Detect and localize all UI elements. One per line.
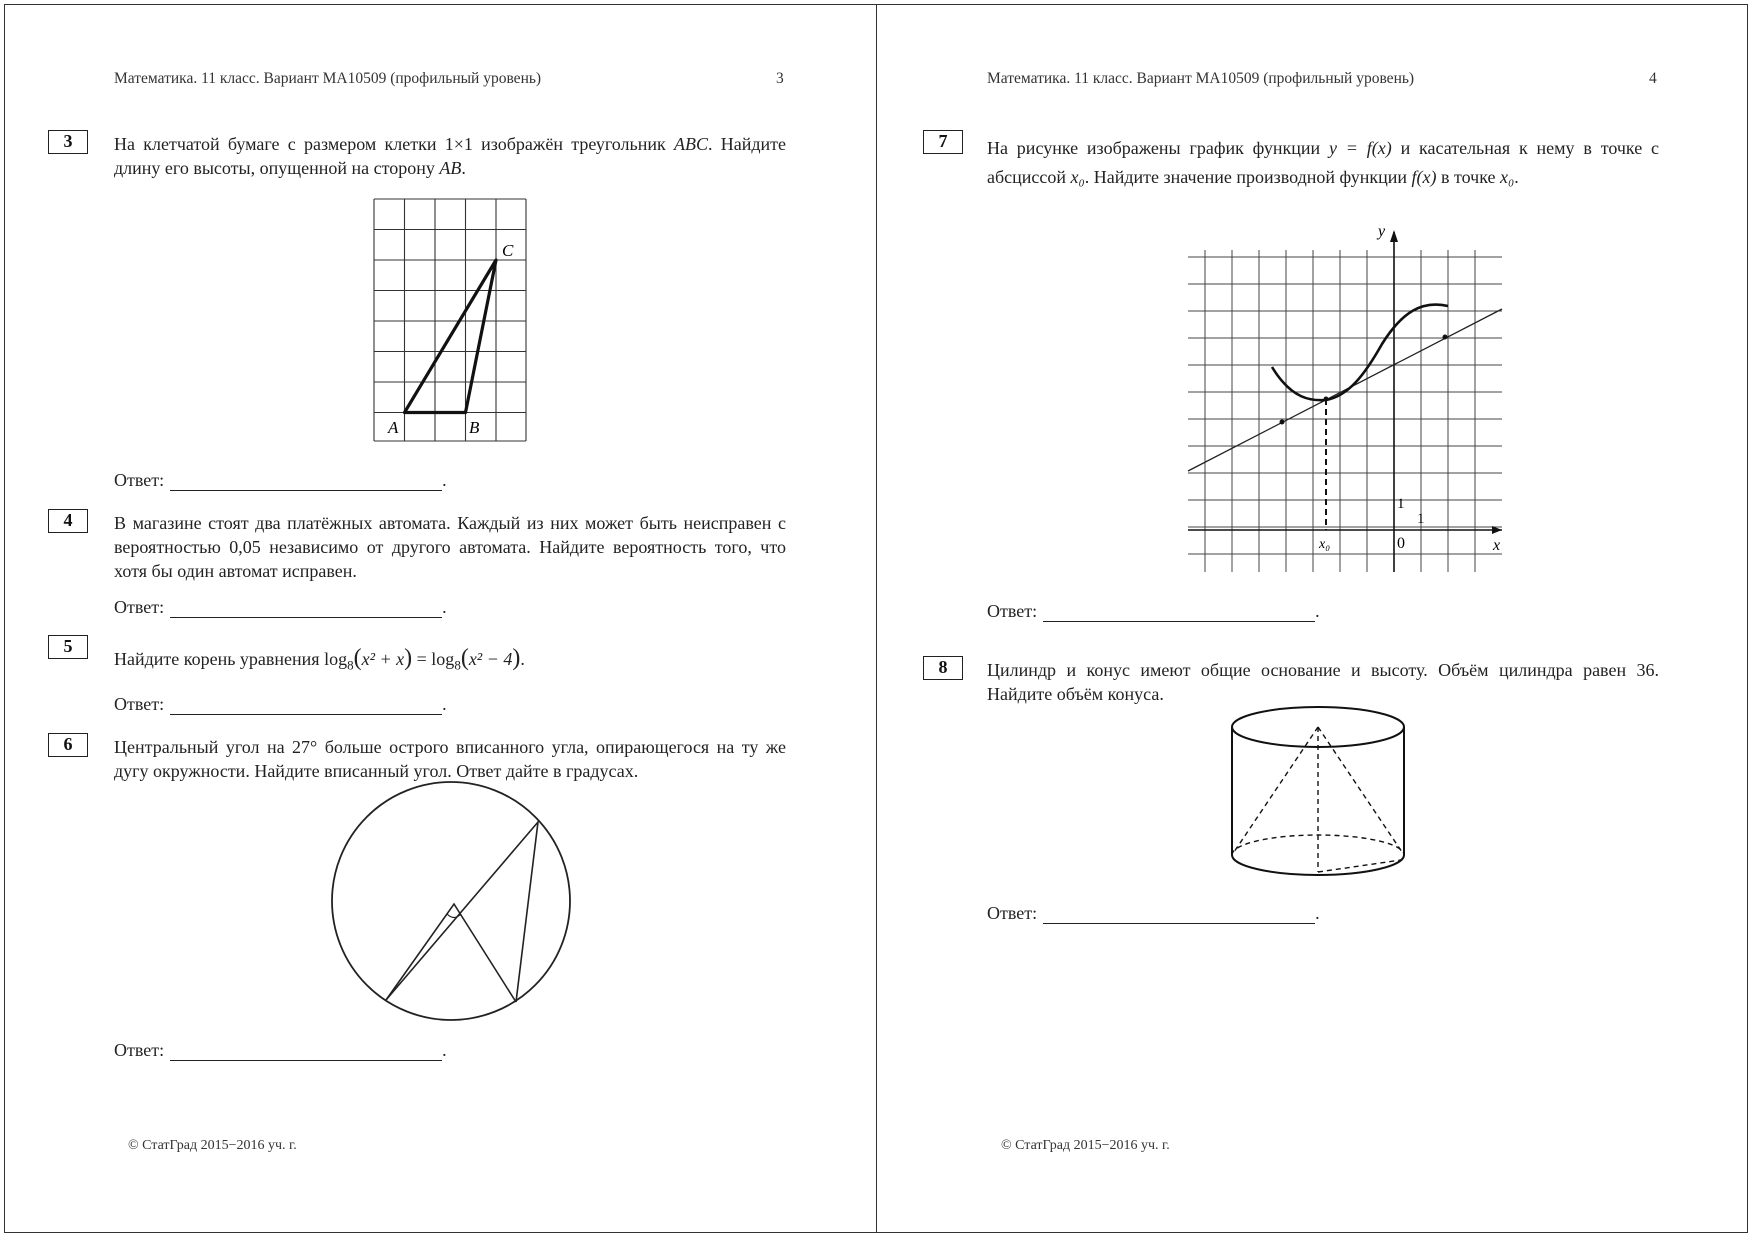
- q8-cone-right: [1318, 727, 1402, 852]
- q8-cone-left: [1234, 727, 1318, 852]
- q8-answer: [987, 903, 1320, 924]
- page-number: 4: [1649, 70, 1657, 87]
- q5-end: .: [520, 649, 525, 669]
- q3-label-c: C: [502, 241, 514, 260]
- q5-arg-left: x² + x: [361, 649, 405, 669]
- page-footer: © СтатГрад 2015−2016 уч. г.: [128, 1138, 297, 1153]
- q7-x-label: x: [1493, 537, 1501, 554]
- q7-text-part: На рисунке изображены график функции: [987, 138, 1321, 158]
- q7-fx: f(x): [1411, 167, 1437, 187]
- answer-dot: .: [442, 694, 447, 714]
- q6-circle: [332, 782, 570, 1020]
- q7-text-part: и касательная к нему в точке с абсциссой: [987, 138, 1660, 187]
- q3-grid-figure: [372, 197, 528, 443]
- q7-point: [1443, 335, 1448, 340]
- page-header: Математика. 11 класс. Вариант МА10509 (профильный уровень): [114, 70, 542, 87]
- q7-graph: [1188, 223, 1502, 574]
- question-3-text: [114, 132, 786, 180]
- question-number-6: 6: [48, 733, 88, 757]
- q3-grid-lines: [374, 199, 526, 441]
- q7-x0: x₀: [1500, 167, 1515, 187]
- q3-cell-size: 1×1: [444, 134, 473, 154]
- q7-text-end: .: [1514, 167, 1519, 187]
- q6-inscribed-angle: [386, 822, 538, 1002]
- answer-dot: .: [1315, 601, 1320, 621]
- q7-function: y = f(x): [1329, 138, 1392, 158]
- question-5-text: [114, 646, 786, 678]
- answer-dot: .: [442, 470, 447, 490]
- q7-tangent-line: [1188, 309, 1502, 471]
- q7-one-x-label: 1: [1417, 511, 1425, 527]
- q3-label-b: B: [469, 418, 480, 437]
- q6-central-angle: [386, 904, 516, 1002]
- q8-cylinder-figure: [1229, 702, 1407, 880]
- q3-answer: [114, 470, 447, 491]
- q3-side-name: AB: [439, 158, 462, 178]
- page-footer: © СтатГрад 2015−2016 уч. г.: [1001, 1138, 1170, 1153]
- answer-dot: .: [1315, 903, 1320, 923]
- answer-label: Ответ:: [987, 601, 1038, 621]
- q7-grid-lines: [1188, 250, 1502, 572]
- q5-answer: [114, 694, 447, 715]
- q7-x0-label: x₀: [1319, 537, 1331, 552]
- answer-dot: .: [442, 1040, 447, 1060]
- question-6-text: Центральный угол на 27° больше острого вписанного угла, опирающегося на ту же дугу окружности. Найдите вписанный угол. Ответ дайте в градусах.: [114, 737, 786, 781]
- answer-label: Ответ:: [114, 597, 165, 617]
- answer-line[interactable]: [1043, 603, 1315, 622]
- page-header: Математика. 11 класс. Вариант МА10509 (профильный уровень): [987, 70, 1415, 87]
- q5-log: log: [324, 649, 348, 669]
- q3-text-end: .: [461, 158, 466, 178]
- q5-arg-right: x² − 4: [468, 649, 513, 669]
- question-number-3: 3: [48, 130, 88, 154]
- q7-function-curve: [1272, 305, 1448, 401]
- q5-equation: $\log_8(x^2 + x) = \log_8(x^2 - 4)$.: [324, 645, 525, 673]
- answer-label: Ответ:: [987, 903, 1038, 923]
- question-8-text: Цилиндр и конус имеют общие основание и высоту. Объём цилиндра равен 36. Найдите объём конуса.: [987, 660, 1659, 704]
- q3-triangle: [405, 260, 497, 413]
- q5-equals: =: [416, 649, 427, 669]
- answer-line[interactable]: [170, 472, 442, 491]
- q7-text-part: в точке: [1440, 167, 1496, 187]
- page-number: 3: [776, 70, 784, 87]
- answer-line[interactable]: [170, 696, 442, 715]
- q7-text-part: . Найдите значение производной функции: [1084, 167, 1407, 187]
- q3-triangle-name: ABC: [674, 134, 709, 154]
- answer-label: Ответ:: [114, 470, 165, 490]
- q5-text: Найдите корень уравнения: [114, 649, 320, 669]
- answer-label: Ответ:: [114, 694, 165, 714]
- q7-x0: x₀: [1070, 167, 1085, 187]
- q7-y-arrow: [1390, 230, 1398, 242]
- question-number-5: 5: [48, 635, 88, 659]
- question-number-4: 4: [48, 509, 88, 533]
- q7-origin-label: 0: [1397, 535, 1405, 552]
- answer-dot: .: [442, 597, 447, 617]
- left-page: [4, 4, 876, 1233]
- answer-line[interactable]: [170, 1042, 442, 1061]
- question-4-text: В магазине стоят два платёжных автомата. Каждый из них может быть неисправен с вероятностью 0,05 независимо от другого автомата. Найдите вероятность того, что хотя бы один автомат исправен.: [114, 513, 786, 581]
- q3-text-part: . Найдите длину его высоты, опущенной на сторону: [114, 134, 787, 178]
- q6-circle-figure: [326, 776, 576, 1026]
- q7-answer: [987, 601, 1320, 622]
- q3-text-part: На клетчатой бумаге с размером клетки: [114, 134, 437, 154]
- answer-line[interactable]: [170, 599, 442, 618]
- q5-base: 8: [454, 657, 461, 673]
- question-7-text: [987, 134, 1659, 192]
- q6-answer: [114, 1040, 447, 1061]
- q7-y-label: y: [1378, 223, 1386, 240]
- q7-point: [1280, 420, 1285, 425]
- q5-base: 8: [347, 657, 354, 673]
- q4-answer: [114, 597, 447, 618]
- q7-one-y-label: 1: [1397, 496, 1405, 512]
- q5-log: log: [431, 649, 455, 669]
- question-number-7: 7: [923, 130, 963, 154]
- q3-text-part: изображён треугольник: [481, 134, 666, 154]
- answer-label: Ответ:: [114, 1040, 165, 1060]
- answer-line[interactable]: [1043, 905, 1315, 924]
- question-number-8: 8: [923, 656, 963, 680]
- q3-label-a: A: [388, 418, 399, 437]
- right-page: [877, 4, 1749, 1233]
